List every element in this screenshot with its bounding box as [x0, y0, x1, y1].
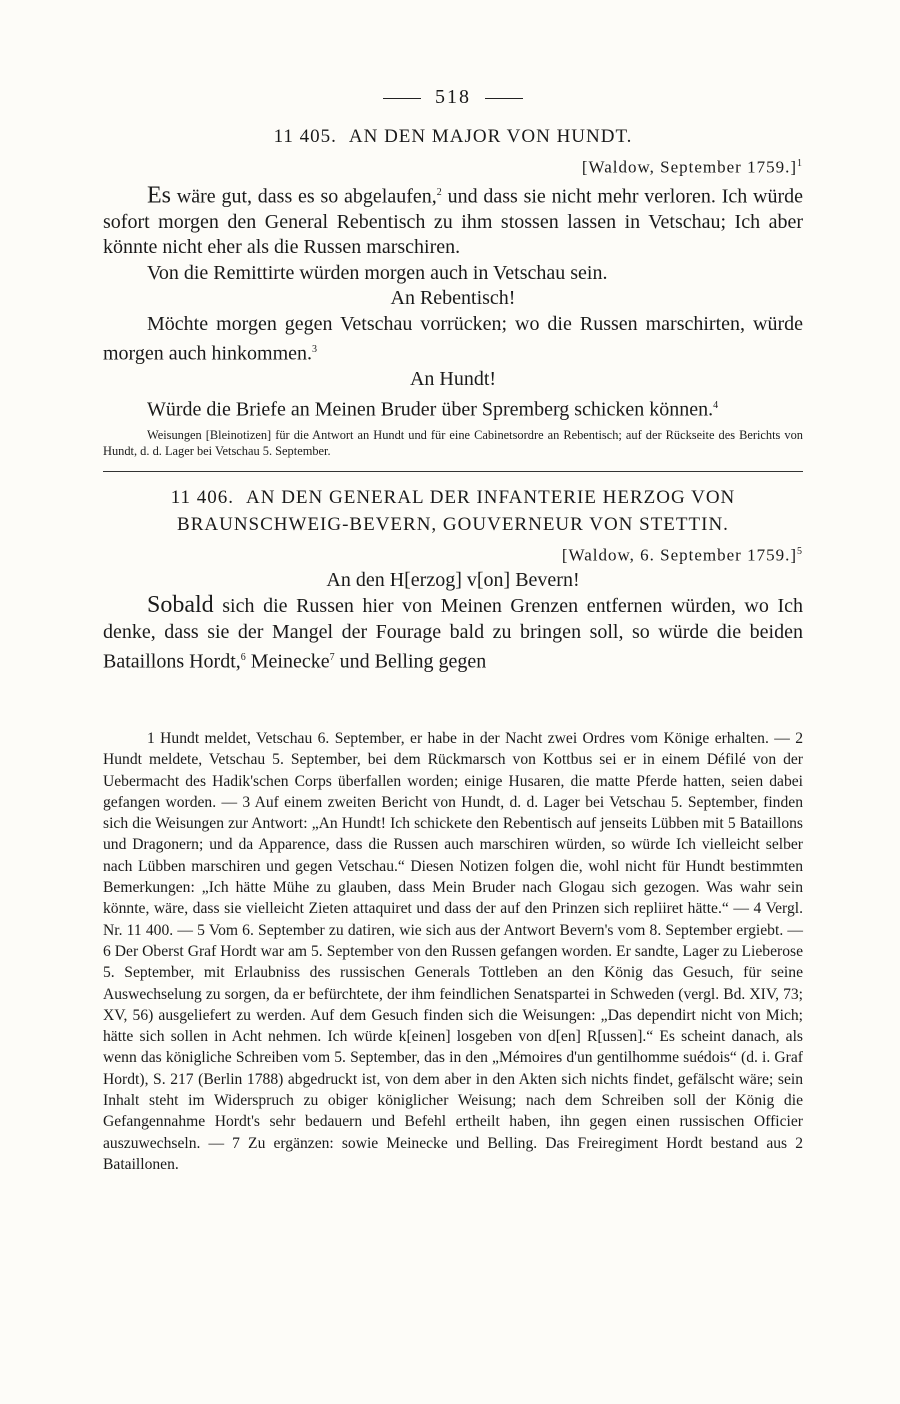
source-note-text: Weisungen [Bleinotizen] für die Antwort an Hundt und für eine Cabinetsordre an Rebentisch; auf der Rückseite des Berichts von Hundt, d. d. Lager bei Vetschau 5. September. [103, 428, 803, 459]
dash-right [485, 98, 523, 99]
subheading: An Hundt! [409, 368, 497, 391]
letter1-paragraph: Von die Remittirte würden morgen auch in Vetschau sein. [147, 261, 608, 284]
letter1-dateline [103, 152, 803, 180]
dash-left [383, 98, 421, 99]
footnotes [103, 728, 803, 1175]
letter2-heading [103, 484, 803, 538]
text: Würde die Briefe an Meinen Bruder über Spremberg schicken können. [147, 398, 714, 421]
footnote-ref: 5 [797, 546, 803, 558]
footnotes-text: 1 Hundt meldet, Vetschau 6. September, er habe in der Nacht zwei Ordres vom Könige erhalten. — 2 Hundt meldete, Vetschau 5. September, bei dem Rückmarsch von Kottbus sei er in einem Défilé von der Uebermacht des Hadik'schen Corps überfallen worden; einige Husaren, die matte Pferde hatten, seien dabei gefangen worden. — 3 Auf einem zweiten Bericht von Hundt, d. d. Lager bei Vetschau 5. September, finden sich die Weisungen zur Antwort: „An Hundt! Ich schickete den Rebentisch auf jenseits Lübben mit 5 Bataillons und Dragonern; und da Apparence, dass die Russen auch marschiren würden, so würde Ich vielleicht selber nach Lübben marschiren und gegen Vetschau.“ Diesen Notizen folgen die, wohl nicht für Hundt bestimmten Bemerkungen: „Ich hätte Mühe zu glauben, dass Mein Bruder nach Glogau sich gezogen. Was wahr sein könnte, wäre, dass sie vielleicht Zieten attaquiret und dass der auf den Prinzen sich repliiret hätte.“ — 4 Vergl. Nr. 11 400. — 5 Vom 6. September zu datiren, wie sich aus der Antwort Bevern's vom 8. September ergiebt. — 6 Der Oberst Graf Hordt war am 5. September von den Russen gefangen worden. Er sandte, Lager zu Lieberose 5. September, mit Erlaubniss des russischen Generals Tottleben an den König das Gesuch, für seine Auswechselung zu sorgen, da er befürchtete, der ihm feindlichen Senatspartei in Schweden (vergl. Bd. XIV, 73; XV, 56) ausgeliefert zu werden. Auf dem Gesuch finden sich die Weisungen: „Das dependirt nicht von Mich; hätte sich sollen in Acht nehmen. Ich würde k[einen] losgeben von d[en] R[ussen].“ Es scheint danach, als wenn das königliche Schreiben vom 5. September, das in den „Mémoires d'un gentilhomme suédois“ (d. i. Graf Hordt), S. 217 (Berlin 1788) abgedruckt ist, von dem aber in den Akten sich nichts findet, gefälscht wäre; sein Inhalt steht im Widerspruch zu obiger königlicher Weisung; nach dem Schreiben soll der König die Gefangennahme Hordt's sehr bedauern und Befehl ertheilt haben, ihn gegen einen russischen Officier auszuwechseln. — 7 Zu ergänzen: sowie Meinecke und Belling. Das Freiregiment Hordt bestand aus 2 Bataillonen. [103, 730, 803, 1173]
page [103, 86, 803, 675]
footnote-ref: 7 [329, 652, 335, 664]
letter1-title: AN DEN MAJOR VON HUNDT. [348, 126, 633, 147]
page-number: 518 [435, 86, 471, 108]
text: Möchte morgen gegen Vetschau vorrücken; wo die Russen marschirten, würde morgen auch hinkommen. [103, 312, 803, 365]
footnote-ref: 6 [240, 652, 246, 664]
letter2-paragraph [103, 593, 803, 675]
letter2-body [103, 568, 803, 676]
letter1-heading [103, 123, 803, 150]
letter1-body [103, 180, 803, 423]
source-note [103, 427, 803, 459]
letter1-paragraph [103, 180, 803, 261]
text: wäre gut, dass es so abgelaufen, [171, 185, 437, 208]
subheading: An Rebentisch! [390, 287, 516, 310]
text: sich die Russen hier von Meinen Grenzen entfernen würden, wo Ich denke, dass sie der Mangel der Fourage bald zu bringen soll, so würde die beiden Bataillons Hordt, [103, 595, 803, 673]
letter1-paragraph [103, 393, 803, 423]
text: und dass sie nicht mehr verloren. Ich würde sofort morgen den General Rebentisch zu ihm stossen lassen in Vetschau; Ich aber könnte nicht eher als die Russen marschiren. [103, 185, 803, 259]
initial-word: Es [147, 182, 171, 209]
page-number-line [103, 86, 803, 109]
letter2-dateline [103, 540, 803, 568]
footnote-ref: 1 [797, 158, 803, 169]
letter2-title: AN DEN GENERAL DER INFANTERIE HERZOG VON BRAUNSCHWEIG-BEVERN, GOUVERNEUR VON STETTIN. [177, 487, 736, 536]
letter1-paragraph [103, 312, 803, 368]
divider [103, 471, 803, 472]
letter2-dateline-text: [Waldow, 6. September 1759.] [561, 545, 797, 565]
footnote-ref: 4 [713, 399, 719, 411]
text: Meinecke [245, 650, 330, 673]
letter1-dateline-text: [Waldow, September 1759.] [581, 157, 797, 177]
footnote-ref: 3 [312, 344, 318, 356]
letter2-number: 11 406. [170, 487, 234, 509]
letter1-number: 11 405. [273, 126, 337, 147]
initial-word: Sobald [147, 592, 214, 619]
footnote-ref: 2 [436, 186, 442, 198]
salutation: An den H[erzog] v[on] Bevern! [326, 568, 580, 591]
text: und Belling gegen [334, 650, 487, 673]
